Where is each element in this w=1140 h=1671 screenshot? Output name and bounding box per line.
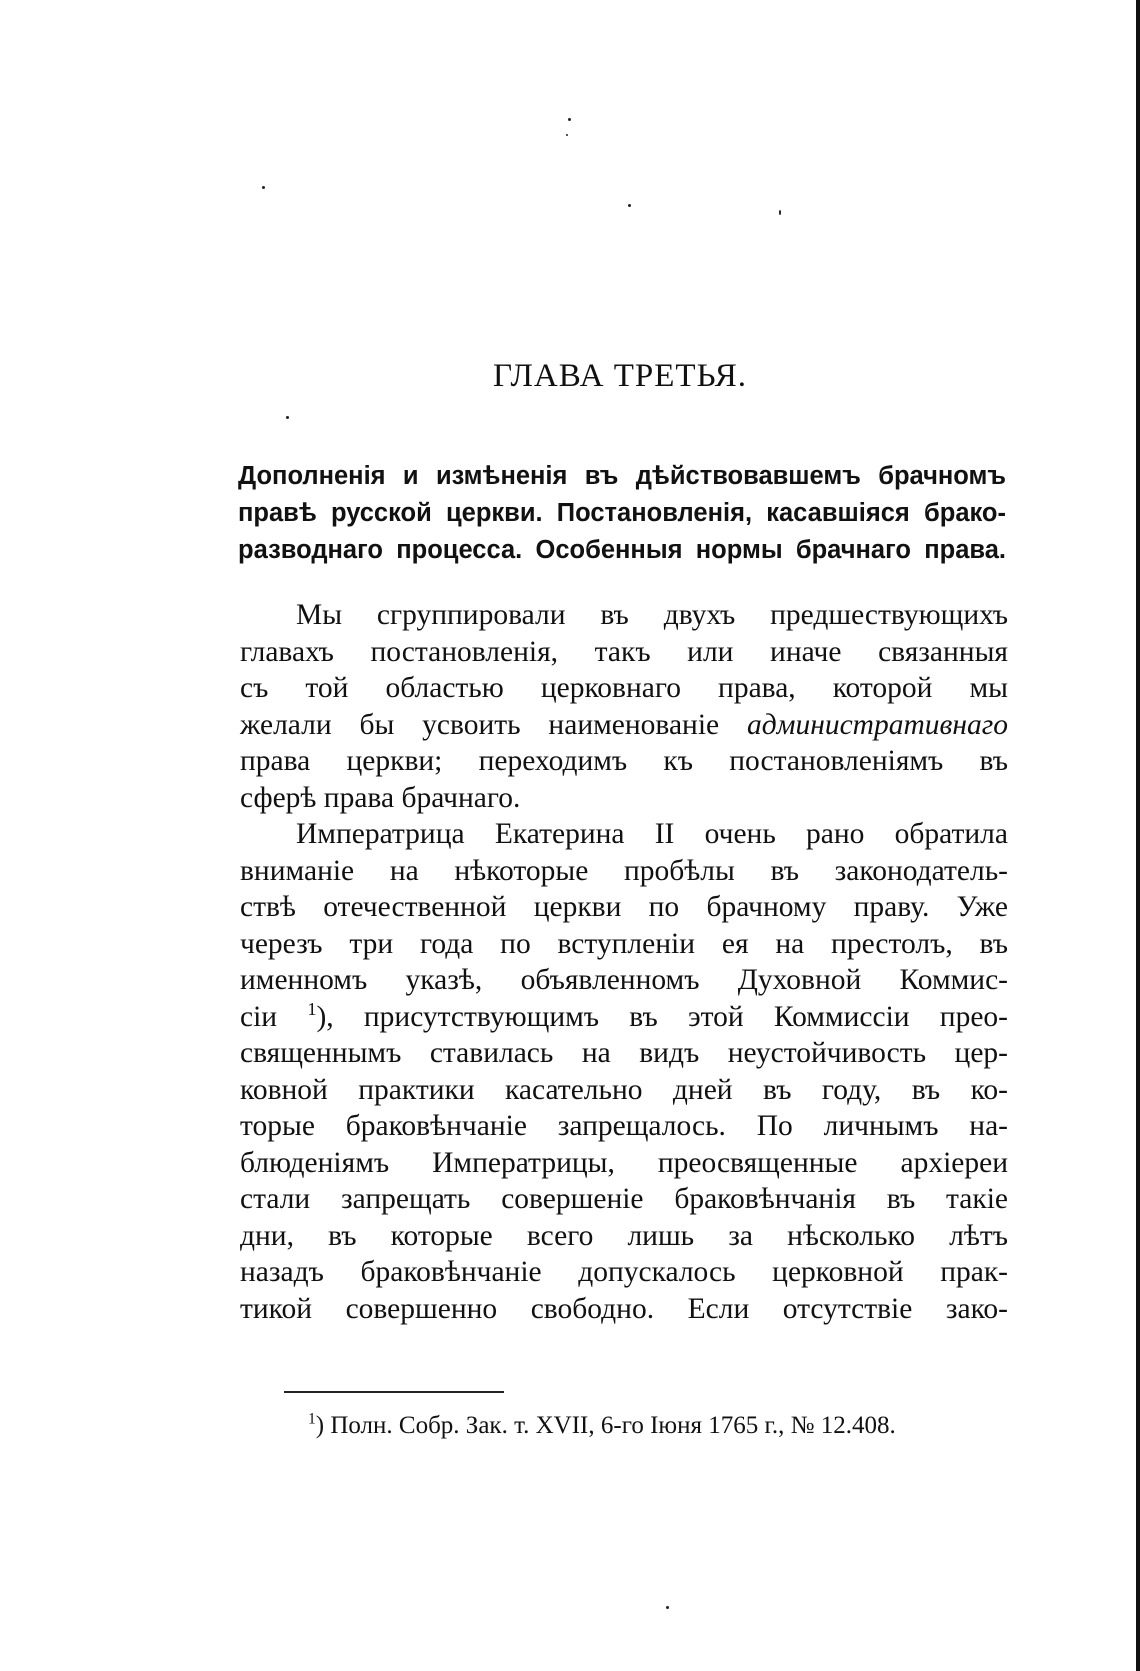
text-line: торые браковѣнчаніе запрещалось. По личнымъ на- [240,1110,1008,1142]
text-line: съ той областью церковнаго права, которой мы [240,672,1008,704]
footnote-divider [284,1391,504,1393]
text-line [240,999,1008,1036]
text-line: священнымъ ставилась на видъ неустойчивость цер- [240,1037,1008,1069]
body-text [240,597,1008,1327]
text-line: блюденіямъ Императрицы, преосвященные архіереи [240,1146,1008,1179]
ink-speck [779,210,781,215]
text-line: Императрица Екатерина II очень рано обратила [296,818,1008,850]
text-line: назадъ браковѣнчаніе допускалось церковной прак- [240,1256,1008,1288]
text-fragment: ), присутствующимъ въ этой Коммиссіи прео- [316,1000,1008,1033]
page-edge-border [1136,0,1140,1671]
summary-line: разводнаго процесса. Особенныя нормы брачнаго права. [238,536,1006,564]
text-fragment: сіи [240,1000,278,1033]
footnote-marker: 1 [308,1410,316,1428]
summary-line: правѣ русской церкви. Постановленія, касавшіяся брако- [238,499,1006,527]
text-line: права церкви; переходимъ къ постановленіямъ въ [240,745,1008,777]
text-line: Мы сгруппировали въ двухъ предшествующихъ [296,599,1008,631]
summary-line: Дополненія и измѣненія въ дѣйствовавшемъ брачномъ [238,462,1006,490]
ink-speck [566,134,568,136]
text-line [240,707,1008,744]
text-fragment: желали бы усвоить наименованіе [240,708,720,741]
ink-speck [666,1606,669,1609]
ink-speck [286,416,289,419]
italic-term: административнаго [746,708,1008,741]
footnote [308,1410,1008,1442]
text-line: ствѣ отечественной церкви по брачному праву. Уже [240,891,1008,923]
text-line: ковной практики касательно дней въ году, въ ко- [240,1073,1008,1106]
text-line: стали запрещать совершеніе браковѣнчанія въ такіе [240,1183,1008,1215]
chapter-title: ГЛАВА ТРЕТЬЯ. [492,358,748,394]
footnote-reference: 1 [307,998,317,1019]
ink-speck [262,186,265,189]
ink-speck [568,118,571,121]
text-line: сферѣ права брачнаго. [240,781,521,814]
text-line: вниманіе на нѣкоторые пробѣлы въ законодатель- [240,854,1008,887]
chapter-summary [238,458,1006,569]
text-line: черезъ три года по вступленіи ея на престолъ, въ [240,927,1008,960]
ink-speck [628,204,631,207]
text-line: именномъ указѣ, объявленномъ Духовной Коммис- [240,964,1008,996]
footnote-text: ) Полн. Собр. Зак. т. XVII, 6-го Іюня 1765 г., № 12.408. [315,1412,896,1439]
text-line: главахъ постановленія, такъ или иначе связанныя [240,635,1008,668]
text-line: тикой совершенно свободно. Если отсутствіе зако- [240,1292,1008,1325]
text-line: дни, въ которые всего лишь за нѣсколько лѣтъ [240,1219,1008,1252]
